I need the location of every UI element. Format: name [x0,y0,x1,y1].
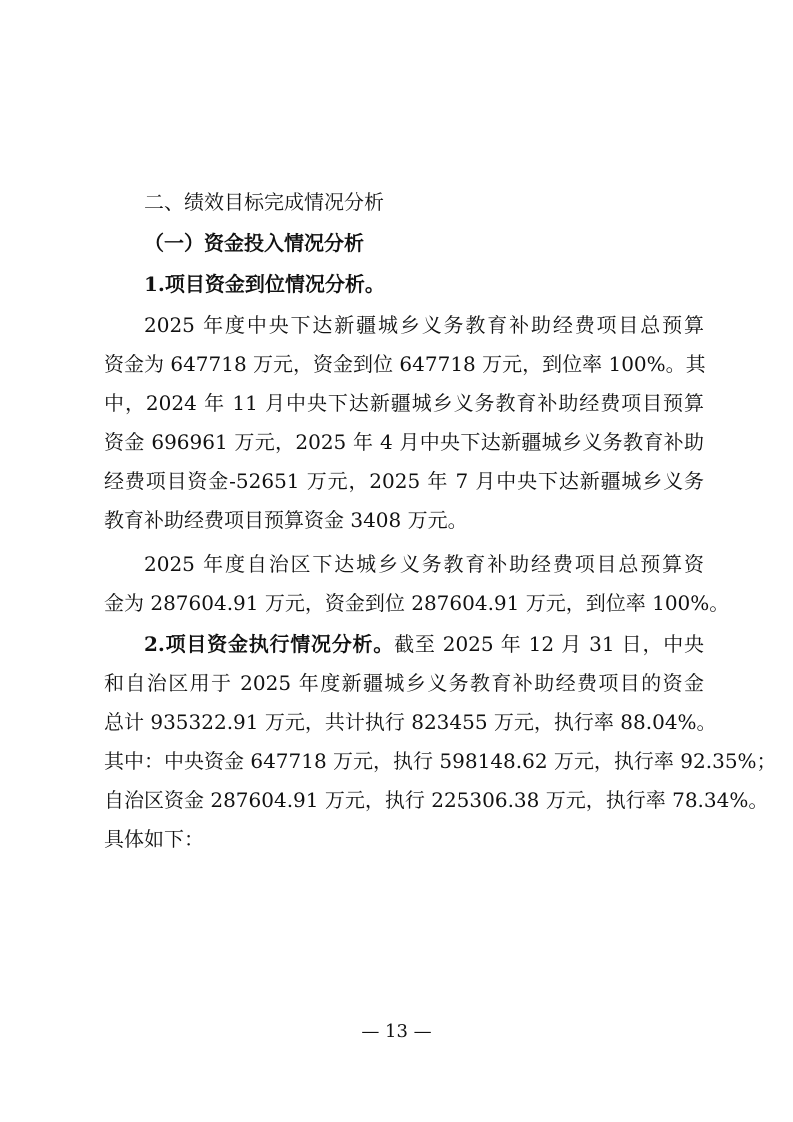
paragraph1-line: 中，2024 年 11 月中央下达新疆城乡义务教育补助经费项目预算 [104,391,704,415]
item1-title: 1.项目资金到位情况分析。 [144,272,385,296]
section-heading: 二、绩效目标完成情况分析 [144,190,384,214]
paragraph3-line: 其中：中央资金 647718 万元，执行 598148.62 万元，执行率 92.35%； [104,749,777,773]
paragraph3-line: 具体如下： [104,827,204,851]
paragraph1-line: 2025 年度中央下达新疆城乡义务教育补助经费项目总预算 [144,313,704,337]
subsection-heading: （一）资金投入情况分析 [144,231,364,255]
paragraph1-line: 资金为 647718 万元，资金到位 647718 万元，到位率 100%。其 [104,352,706,376]
paragraph3-lead-text: 截至 2025 年 12 月 31 日，中央 [394,632,704,656]
paragraph3-line: 和自治区用于 2025 年度新疆城乡义务教育补助经费项目的资金 [104,671,704,695]
paragraph3-first-line [144,630,704,658]
paragraph1-line: 经费项目资金-52651 万元，2025 年 7 月中央下达新疆城乡义务 [104,469,704,493]
paragraph1-line: 资金 696961 万元，2025 年 4 月中央下达新疆城乡义务教育补助 [104,430,704,454]
item2-title: 2.项目资金执行情况分析。 [144,632,395,656]
paragraph3-line: 总计 935322.91 万元，共计执行 823455 万元，执行率 88.04%。 [104,710,717,734]
page-number: — 13 — [361,1021,432,1042]
paragraph2-line: 2025 年度自治区下达城乡义务教育补助经费项目总预算资 [144,552,704,576]
paragraph2-line: 金为 287604.91 万元，资金到位 287604.91 万元，到位率 100%。 [104,591,730,615]
paragraph3-line: 自治区资金 287604.91 万元，执行 225306.38 万元，执行率 78.34%。 [104,788,769,812]
paragraph1-line: 教育补助经费项目预算资金 3408 万元。 [104,508,468,532]
